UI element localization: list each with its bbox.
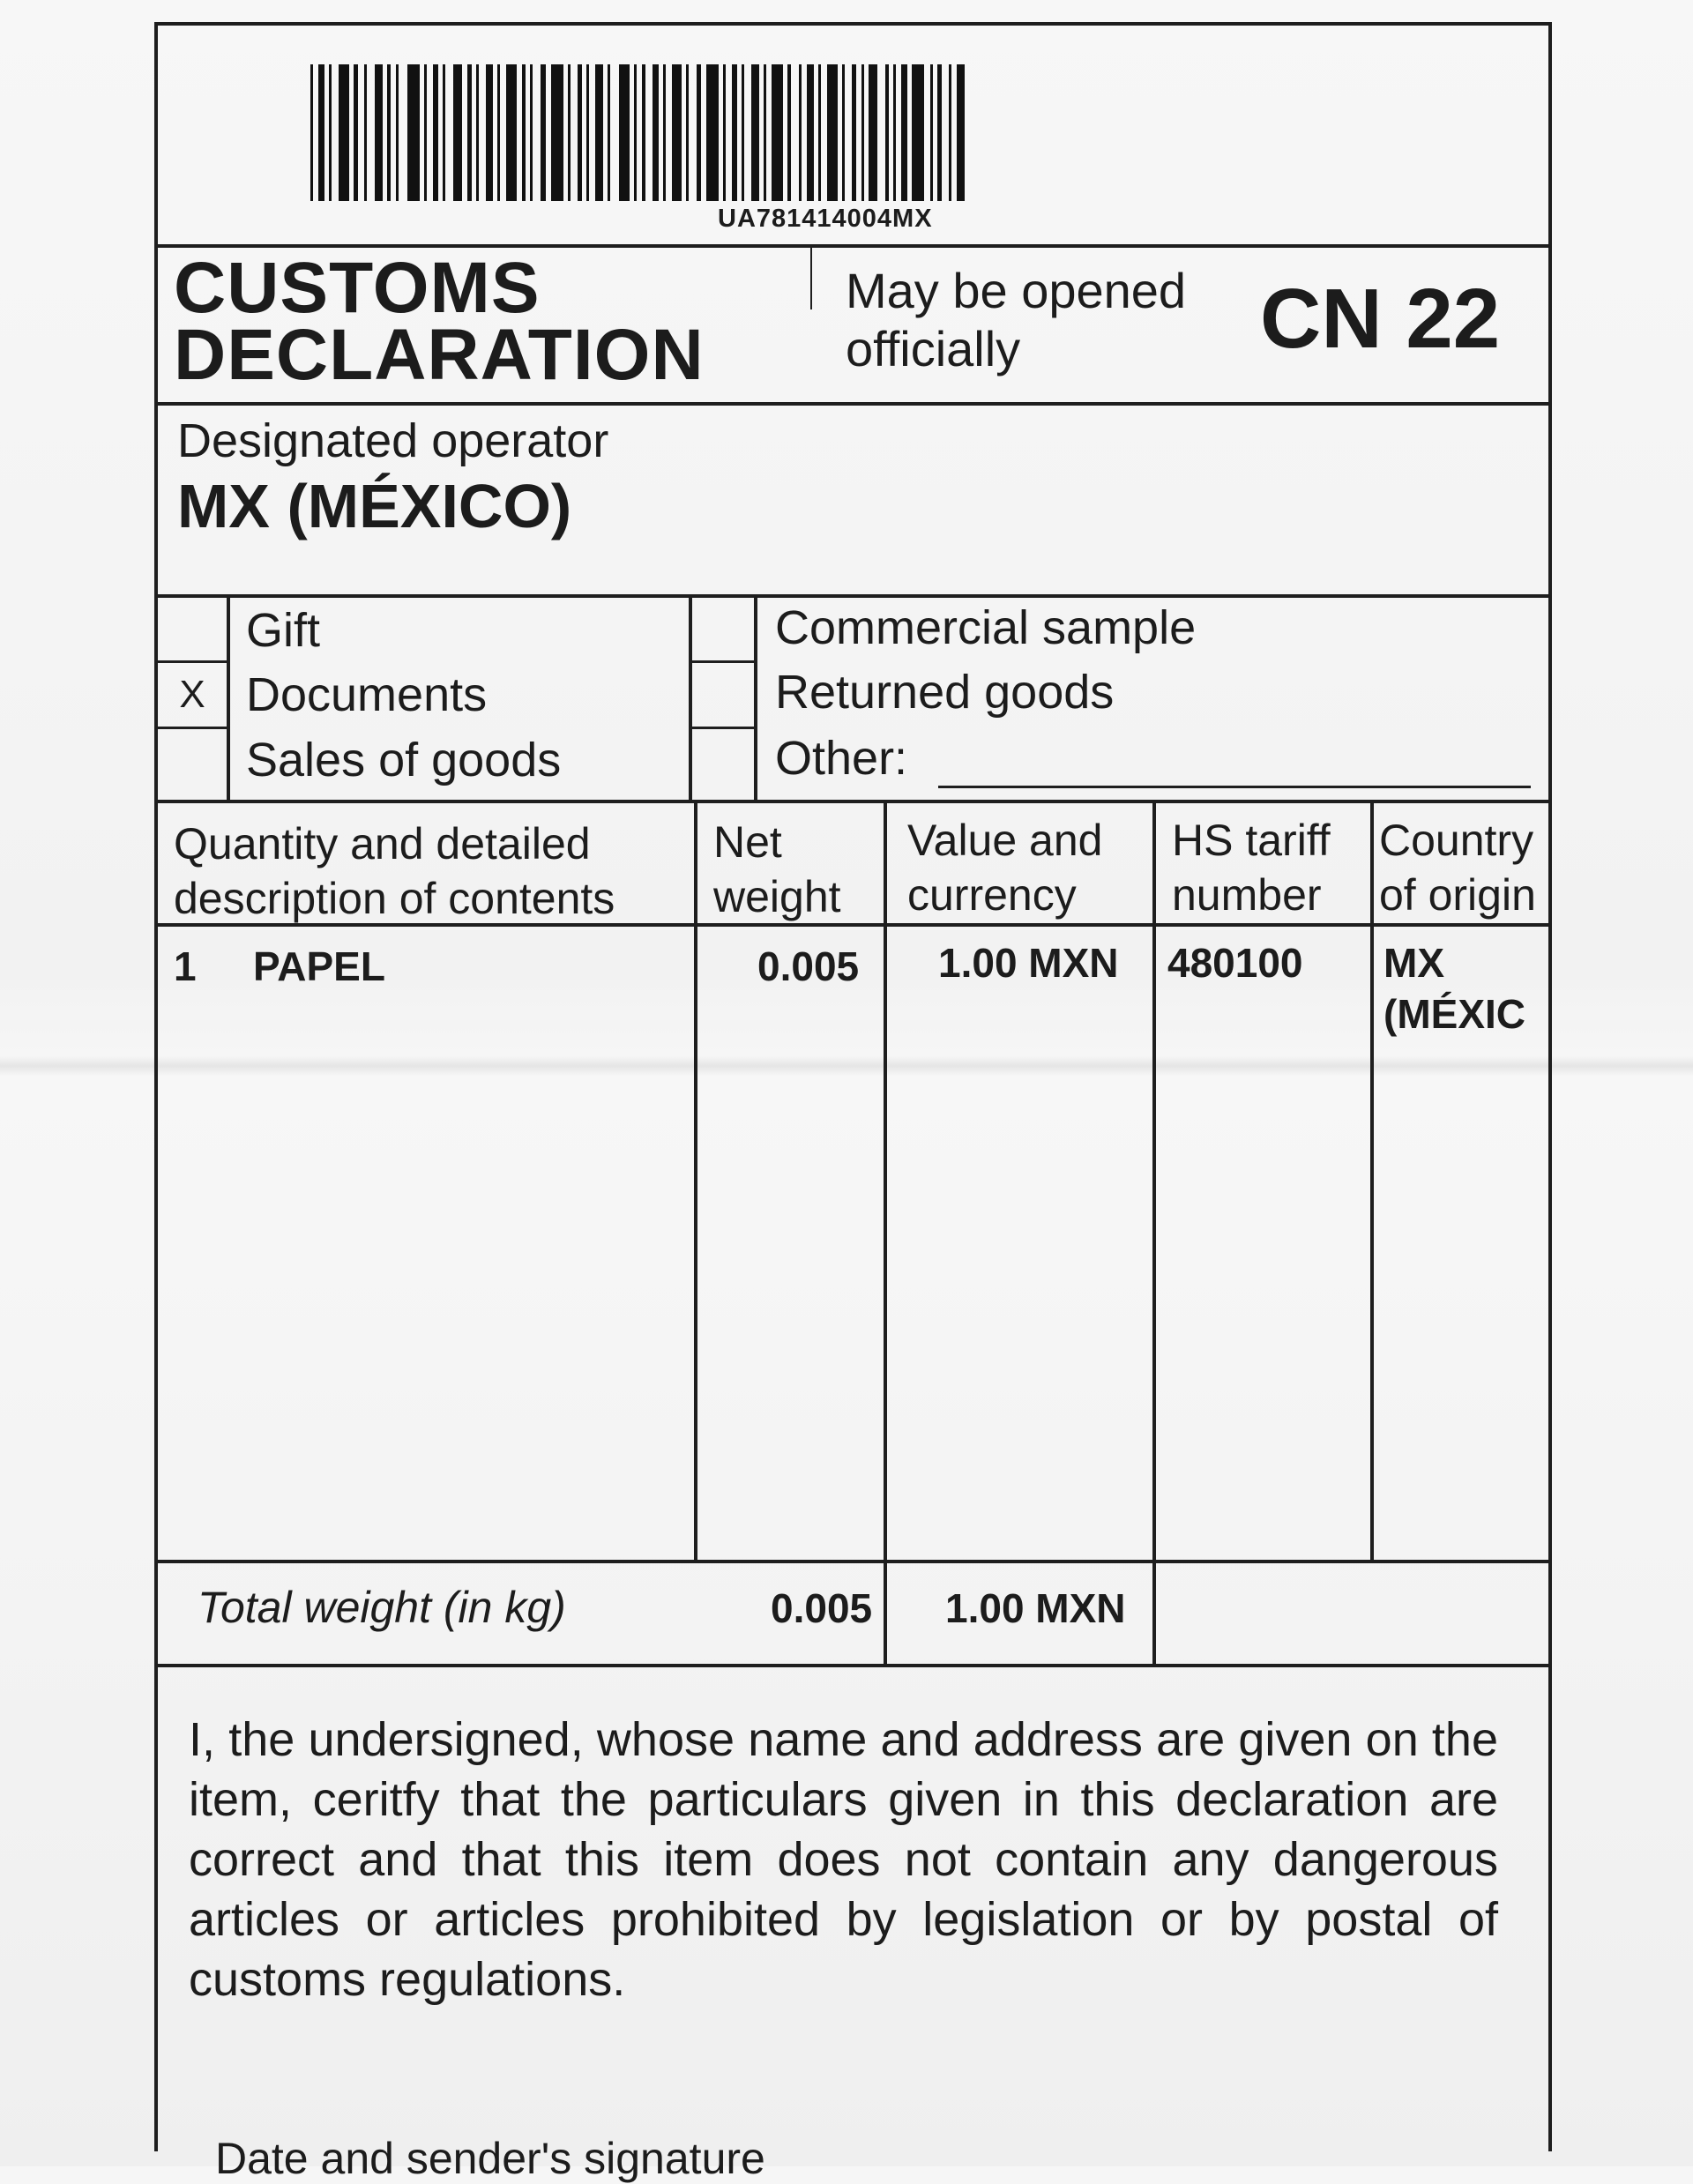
barcode-bar	[407, 64, 420, 201]
title-line-1: CUSTOMS	[174, 248, 541, 328]
total-weight-value: 0.005	[771, 1585, 873, 1631]
barcode-bar	[686, 64, 689, 201]
category-commercial-sample: Commercial sample	[775, 601, 1197, 654]
barcode-bar	[697, 64, 701, 201]
operator-value: MX (MÉXICO)	[177, 472, 572, 540]
barcode-bar	[949, 64, 951, 201]
sales-of-goods-checkbox[interactable]	[158, 729, 227, 800]
barcode-bar	[586, 64, 589, 201]
barcode-bar	[424, 64, 427, 201]
header-value: Value and currency	[907, 816, 1103, 920]
barcode-bar	[522, 64, 526, 201]
barcode-bar	[653, 64, 659, 201]
header-description: Quantity and detailed description of contents	[174, 819, 615, 923]
item-description: PAPEL	[253, 943, 385, 989]
barcode-bar	[869, 64, 877, 201]
gift-checkbox[interactable]	[158, 598, 227, 660]
header-hs: HS tariff number	[1172, 816, 1331, 920]
documents-checkbox[interactable]: X	[179, 673, 205, 716]
header-net-weight: Net weight	[713, 817, 841, 921]
category-returned-goods: Returned goods	[775, 666, 1115, 719]
barcode-bar	[723, 64, 726, 201]
header-origin: Country of origin	[1379, 816, 1536, 920]
barcode-bar	[634, 64, 637, 201]
form-code: CN 22	[1260, 272, 1501, 366]
barcode-bar	[772, 64, 783, 201]
barcode-bar	[443, 64, 445, 201]
barcode-bar	[318, 64, 324, 201]
barcode-bar	[476, 64, 479, 201]
barcode-bar	[893, 64, 896, 201]
barcode-bar	[732, 64, 737, 201]
category-sales-of-goods: Sales of goods	[246, 734, 562, 786]
barcode-bar	[930, 64, 933, 201]
barcode-bar	[751, 64, 759, 201]
declaration-text: I, the undersigned, whose name and address are given on the item, ceritfy that the particulars given in this declaration are correct and that this item does not contain any dangerous articles or articles prohibited by legislation or by postal of customs regulations.	[189, 1713, 1498, 2006]
barcode-bar	[453, 64, 462, 201]
barcode-bar	[706, 64, 719, 201]
item-origin-line-1: MX	[1383, 940, 1444, 986]
barcode-bar	[608, 64, 610, 201]
returned-goods-checkbox[interactable]	[692, 663, 754, 727]
barcode-bar	[957, 64, 965, 201]
barcode-bar	[486, 64, 493, 201]
item-quantity: 1	[174, 943, 197, 989]
barcode-bar	[396, 64, 399, 201]
barcode-bar	[506, 64, 517, 201]
tracking-number: UA781414004MX	[718, 205, 933, 233]
barcode-bar	[663, 64, 666, 201]
title-line-2: DECLARATION	[174, 315, 705, 395]
barcode-bar	[339, 64, 349, 201]
barcode	[297, 38, 1555, 201]
barcode-bar	[433, 64, 438, 201]
barcode-bar	[799, 64, 802, 201]
total-value: 1.00 MXN	[945, 1585, 1126, 1631]
category-other: Other:	[775, 732, 908, 785]
barcode-bar	[568, 64, 571, 201]
barcode-bar	[530, 64, 533, 201]
barcode-bar	[329, 64, 332, 201]
barcode-bar	[842, 64, 845, 201]
barcode-bar	[467, 64, 472, 201]
item-net-weight: 0.005	[757, 943, 860, 989]
barcode-bar	[861, 64, 864, 201]
barcode-bar	[742, 64, 744, 201]
barcode-bar	[901, 64, 907, 201]
barcode-bar	[578, 64, 582, 201]
commercial-sample-checkbox[interactable]	[692, 598, 754, 660]
barcode-bar	[885, 64, 889, 201]
barcode-bar	[818, 64, 821, 201]
item-hs-number: 480100	[1167, 940, 1303, 986]
barcode-bar	[387, 64, 391, 201]
total-weight-label: Total weight (in kg)	[198, 1583, 566, 1632]
barcode-bar	[375, 64, 383, 201]
other-checkbox[interactable]	[692, 729, 754, 800]
signature-label: Date and sender's signature	[215, 2134, 765, 2183]
barcode-bar	[787, 64, 791, 201]
cn22-form	[154, 22, 1552, 2183]
may-be-opened-note: May be opened officially	[846, 263, 1187, 376]
category-documents: Documents	[246, 668, 488, 721]
barcode-bar	[310, 64, 313, 201]
other-blank-line	[938, 786, 1531, 788]
barcode-bar	[827, 64, 838, 201]
barcode-bar	[937, 64, 942, 201]
barcode-bar	[672, 64, 682, 201]
barcode-bar	[764, 64, 766, 201]
operator-label: Designated operator	[177, 414, 609, 467]
barcode-bar	[551, 64, 563, 201]
barcode-bar	[912, 64, 924, 201]
barcode-bar	[595, 64, 603, 201]
barcode-bar	[852, 64, 856, 201]
barcode-bar	[541, 64, 546, 201]
barcode-bar	[364, 64, 367, 201]
item-origin-line-2: (MÉXIC	[1383, 991, 1525, 1037]
barcode-bar	[619, 64, 630, 201]
barcode-bar	[497, 64, 500, 201]
item-value: 1.00 MXN	[938, 940, 1119, 986]
form-title	[174, 248, 705, 395]
barcode-bar	[642, 64, 645, 201]
category-gift: Gift	[246, 604, 321, 657]
barcode-bar	[807, 64, 814, 201]
barcode-bar	[354, 64, 358, 201]
